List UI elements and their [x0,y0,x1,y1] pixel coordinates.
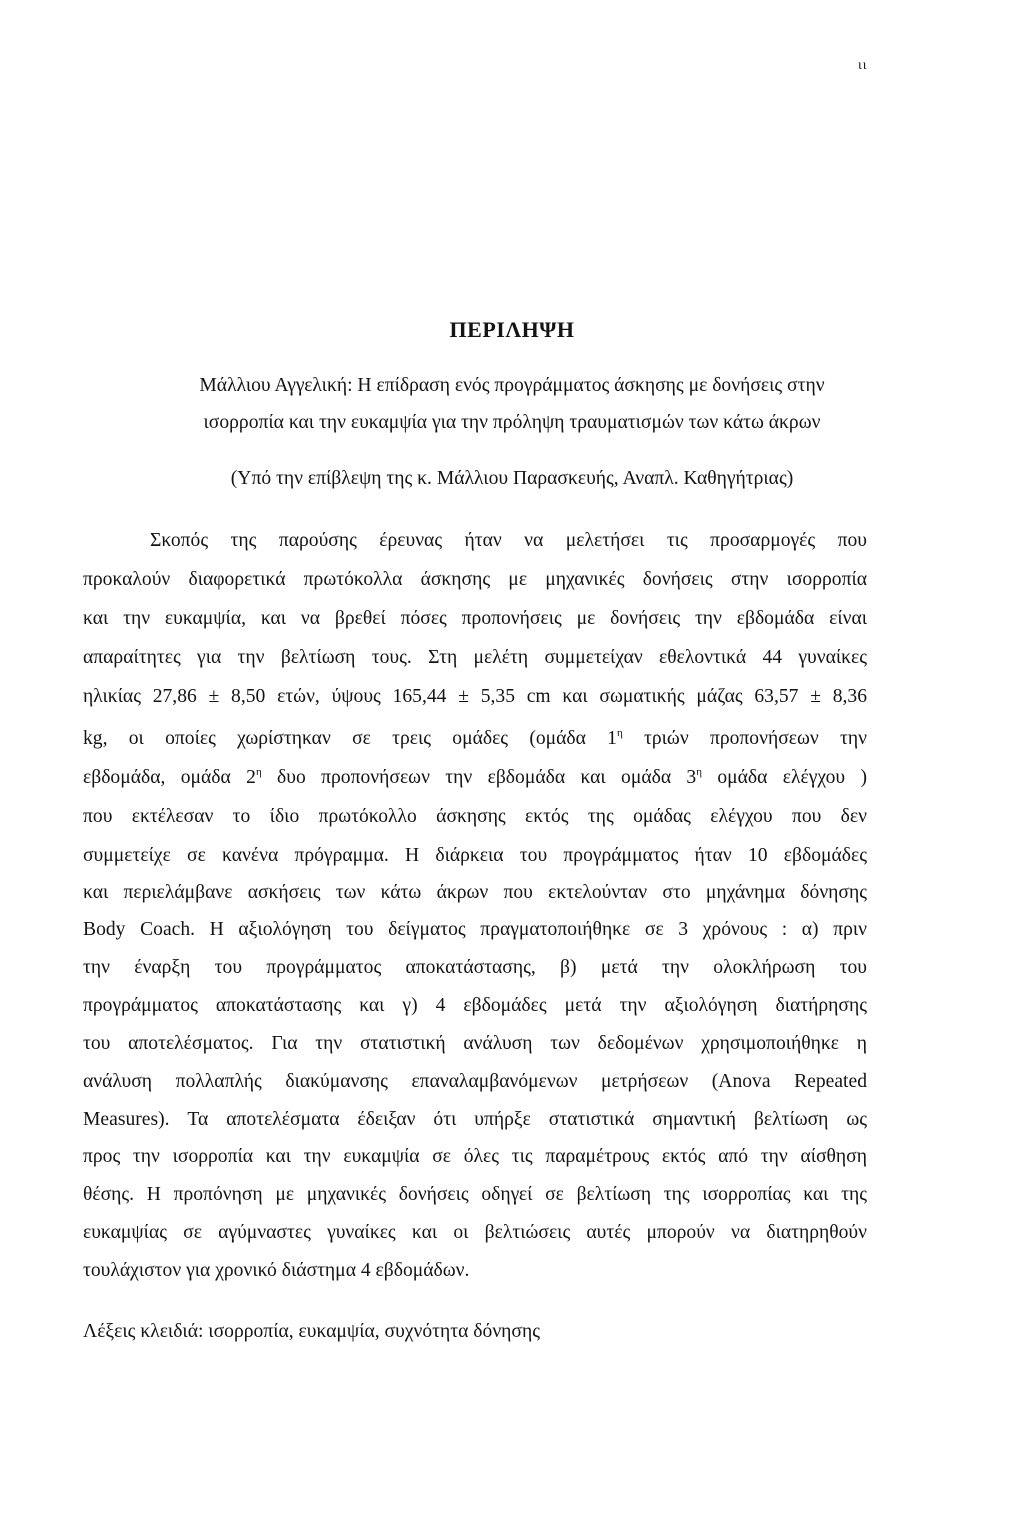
body-line: του αποτελέσματος. Για την στατιστική ανάλυση των δεδομένων χρησιμοποιήθηκε η [83,1033,867,1054]
body-line: Σκοπός της παρούσης έρευνας ήταν να μελετήσει τις προσαρμογές που [150,530,867,551]
thesis-title-line-1: Μάλλιου Αγγελική: Η επίδραση ενός προγράμματος άσκησης με δονήσεις στην [199,375,825,396]
ordinal-superscript: η [616,727,623,739]
body-line: προκαλούν διαφορετικά πρωτόκολλα άσκησης με μηχανικές δονήσεις στην ισορροπία [83,569,867,590]
body-line: που εκτέλεσαν το ίδιο πρωτόκολλο άσκησης εκτός της ομάδας ελέγχου που δεν [83,806,867,827]
body-line: και περιελάμβανε ασκήσεις των κάτω άκρων που εκτελούνταν στο μηχάνημα δόνησης [83,882,867,903]
ordinal-superscript: η [255,766,262,778]
body-line: τουλάχιστον για χρονικό διάστημα 4 εβδομάδων. [83,1260,470,1281]
body-line: συμμετείχε σε κανένα πρόγραμμα. Η διάρκεια του προγράμματος ήταν 10 εβδομάδες [83,845,867,866]
body-line: ανάλυση πολλαπλής διακύμανσης επαναλαμβανόμενων μετρήσεων (Anova Repeated [83,1071,867,1092]
body-line: Measures). Τα αποτελέσματα έδειξαν ότι υπήρξε στατιστικά σημαντική βελτίωση ως [83,1109,867,1130]
thesis-title-line-2: ισορροπία και την ευκαμψία για την πρόληψη τραυματισμών των κάτω άκρων [203,412,821,433]
body-line: και την ευκαμψία, και να βρεθεί πόσες προπονήσεις με δονήσεις την εβδομάδα είναι [83,608,867,629]
body-line: την έναρξη του προγράμματος αποκατάστασης, β) μετά την ολοκλήρωση του [83,957,867,978]
body-line: ευκαμψίας σε αγύμναστες γυναίκες και οι βελτιώσεις αυτές μπορούν να διατηρηθούν [83,1222,867,1243]
body-line: απαραίτητες για την βελτίωση τους. Στη μελέτη συμμετείχαν εθελοντικά 44 γυναίκες [83,647,867,668]
body-text: τριών προπονήσεων την [622,728,867,749]
supervision-line: (Υπό την επίβλεψη της κ. Μάλλιου Παρασκευής, Αναπλ. Καθηγήτριας) [230,468,794,489]
abstract-heading: ΠΕΡΙΛΗΨΗ [449,317,575,342]
body-text: εβδομάδα, ομάδα 2 [83,767,256,788]
body-line [83,728,867,750]
body-line: προς την ισορροπία και την ευκαμψία σε όλες τις παραμέτρους εκτός από την αίσθηση [83,1146,867,1167]
body-line: ηλικίας 27,86 ± 8,50 ετών, ύψους 165,44 ± 5,35 cm και σωματικής μάζας 63,57 ± 8,36 [83,686,867,707]
body-text: kg, οι οποίες χωρίστηκαν σε τρεις ομάδες (ομάδα 1 [83,728,617,749]
body-text: δυο προπονήσεων την εβδομάδα και ομάδα 3 [261,767,697,788]
page-number: ιι [858,58,868,73]
body-line: προγράμματος αποκατάστασης και γ) 4 εβδομάδες μετά την αξιολόγηση διατήρησης [83,995,867,1016]
keywords-line: Λέξεις κλειδιά: ισορροπία, ευκαμψία, συχνότητα δόνησης [83,1321,540,1342]
body-text: ομάδα ελέγχου ) [702,767,867,788]
body-line [83,767,867,789]
body-line: θέσης. Η προπόνηση με μηχανικές δονήσεις οδηγεί σε βελτίωση της ισορροπίας και της [83,1184,867,1205]
ordinal-superscript: η [696,766,702,778]
body-line: Body Coach. Η αξιολόγηση του δείγματος πραγματοποιήθηκε σε 3 χρόνους : α) πριν [83,919,867,940]
